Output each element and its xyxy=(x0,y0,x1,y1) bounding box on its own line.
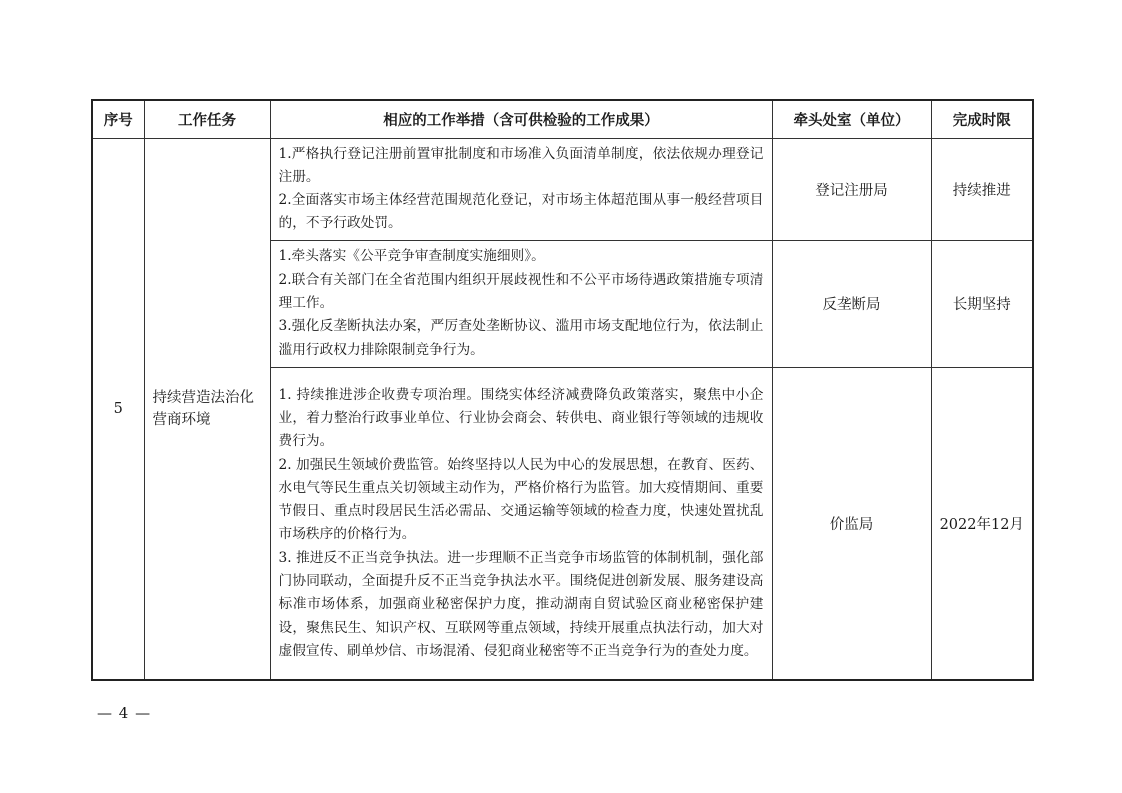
table-row xyxy=(92,138,1033,240)
lead-unit-cell: 登记注册局 xyxy=(772,138,931,240)
header-unit: 牵头处室（单位） xyxy=(772,100,931,138)
deadline-cell: 长期坚持 xyxy=(931,240,1033,367)
measure-item: 1.牵头落实《公平竞争审查制度实施细则》。 xyxy=(278,248,545,265)
work-task-table xyxy=(91,99,1034,681)
measure-item: 1. 持续推进涉企收费专项治理。围绕实体经济减费降负政策落实，聚焦中小企业，着力整治行政事业单位、行业协会商会、转供电、商业银行等领域的违规收费行为。 xyxy=(278,386,764,450)
measure-item: 3. 推进反不正当竞争执法。进一步理顺不正当竞争市场监管的体制机制，强化部门协同联动，全面提升反不正当竞争执法水平。围绕促进创新发展、服务建设高标准市场体系，加强商业秘密保护力度，推动湖南自贸试验区商业秘密保护建设，聚焦民生、知识产权、互联网等重点领域，持续开展重点执法行动，加大对虚假宣传、刷单炒信、市场混淆、侵犯商业秘密等不正当竞争行为的查处力度。 xyxy=(278,549,764,659)
measure-item: 3.强化反垄断执法办案，严厉查处垄断协议、滥用市场支配地位行为，依法制止滥用行政权力排除限制竞争行为。 xyxy=(278,318,764,358)
deadline-cell: 2022年12月 xyxy=(931,367,1033,680)
lead-unit-cell: 反垄断局 xyxy=(772,240,931,367)
measures-cell xyxy=(270,367,772,680)
deadline-cell: 持续推进 xyxy=(931,138,1033,240)
header-task: 工作任务 xyxy=(144,100,270,138)
header-deadline: 完成时限 xyxy=(931,100,1033,138)
header-num: 序号 xyxy=(92,100,144,138)
measures-cell xyxy=(270,240,772,367)
table-header-row xyxy=(92,100,1033,138)
lead-unit-cell: 价监局 xyxy=(772,367,931,680)
measures-cell xyxy=(270,138,772,240)
measure-item: 2.联合有关部门在全省范围内组织开展歧视性和不公平市场待遇政策措施专项清理工作。 xyxy=(278,271,764,312)
task-cell: 持续营造法治化营商环境 xyxy=(144,138,270,680)
header-measures: 相应的工作举措（含可供检验的工作成果） xyxy=(270,100,772,138)
measure-item: 2. 加强民生领域价费监管。始终坚持以人民为中心的发展思想，在教育、医药、水电气等民生重点关切领域主动作为，严格价格行为监管。加大疫情期间、重要节假日、重点时段居民生活必需品、交通运输等领域的检查力度，快速处置扰乱市场秩序的价格行为。 xyxy=(278,456,764,543)
row-number: 5 xyxy=(92,138,144,680)
page-number: — 4 — xyxy=(97,704,152,722)
measure-item: 1.严格执行登记注册前置审批制度和市场准入负面清单制度，依法依规办理登记注册。 xyxy=(278,145,764,185)
measure-item: 2.全面落实市场主体经营范围规范化登记，对市场主体超范围从事一般经营项目的，不予行政处罚。 xyxy=(278,192,764,232)
